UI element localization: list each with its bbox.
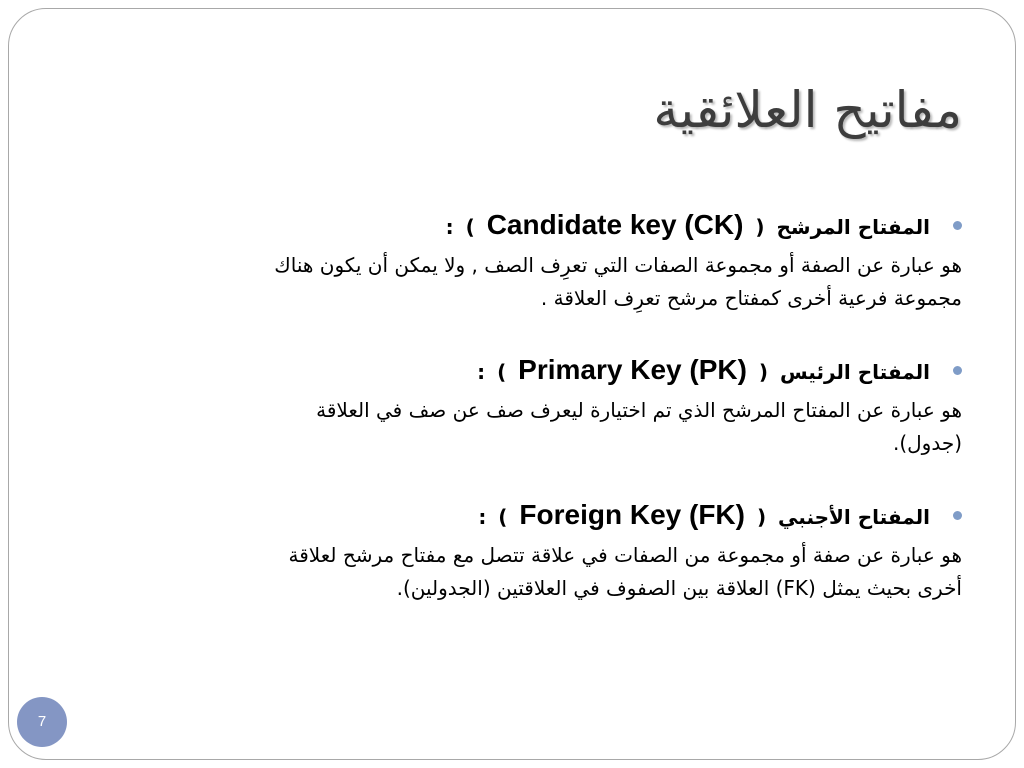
open-paren: ( [758,360,769,384]
open-paren: ( [755,215,765,239]
open-paren: ( [756,505,767,529]
bullet-icon [953,221,962,230]
item-heading [102,203,962,249]
item-colon: : [477,360,486,384]
item-label: المفتاح المرشح [776,215,930,239]
slide-body [102,203,962,638]
description-line: (جدول). [892,431,962,455]
item-description [102,394,962,460]
slide-title: مفاتيح العلائقية [653,81,962,139]
list-item-candidate-key [102,203,962,315]
description-line: أخرى بحيث يمثل (FK) العلاقة بين الصفوف في العلاقتين (الجدولين). [396,576,962,600]
description-line: هو عبارة عن المفتاح المرشح الذي تم اختيارة ليعرف صف عن صف في العلاقة [316,398,962,422]
close-paren: ) [465,215,475,239]
item-label: المفتاح الأجنبي [778,505,930,529]
close-paren: ) [498,505,508,529]
item-description [102,539,962,605]
item-heading [102,493,962,539]
description-line: هو عبارة عن صفة أو مجموعة من الصفات في علاقة تتصل مع مفتاح مرشح لعلاقة [288,543,962,567]
list-item-primary-key [102,348,962,460]
item-heading [102,348,962,394]
item-colon: : [478,505,487,529]
description-line: مجموعة فرعية أخرى كمفتاح مرشح تعرِف العلاقة . [540,286,962,310]
item-label: المفتاح الرئيس [780,360,930,384]
close-paren: ) [497,360,507,384]
bullet-icon [953,366,962,375]
list-item-foreign-key [102,493,962,605]
item-term: Foreign Key (FK) [519,499,745,530]
bullet-icon [953,511,962,520]
item-description [102,249,962,315]
description-line: هو عبارة عن الصفة أو مجموعة الصفات التي تعرِف الصف , ولا يمكن أن يكون هناك [274,253,962,277]
item-colon: : [445,215,454,239]
page-number-badge: 7 [17,697,67,747]
item-term: Primary Key (PK) [518,354,747,385]
item-term: Candidate key (CK) [486,209,744,240]
